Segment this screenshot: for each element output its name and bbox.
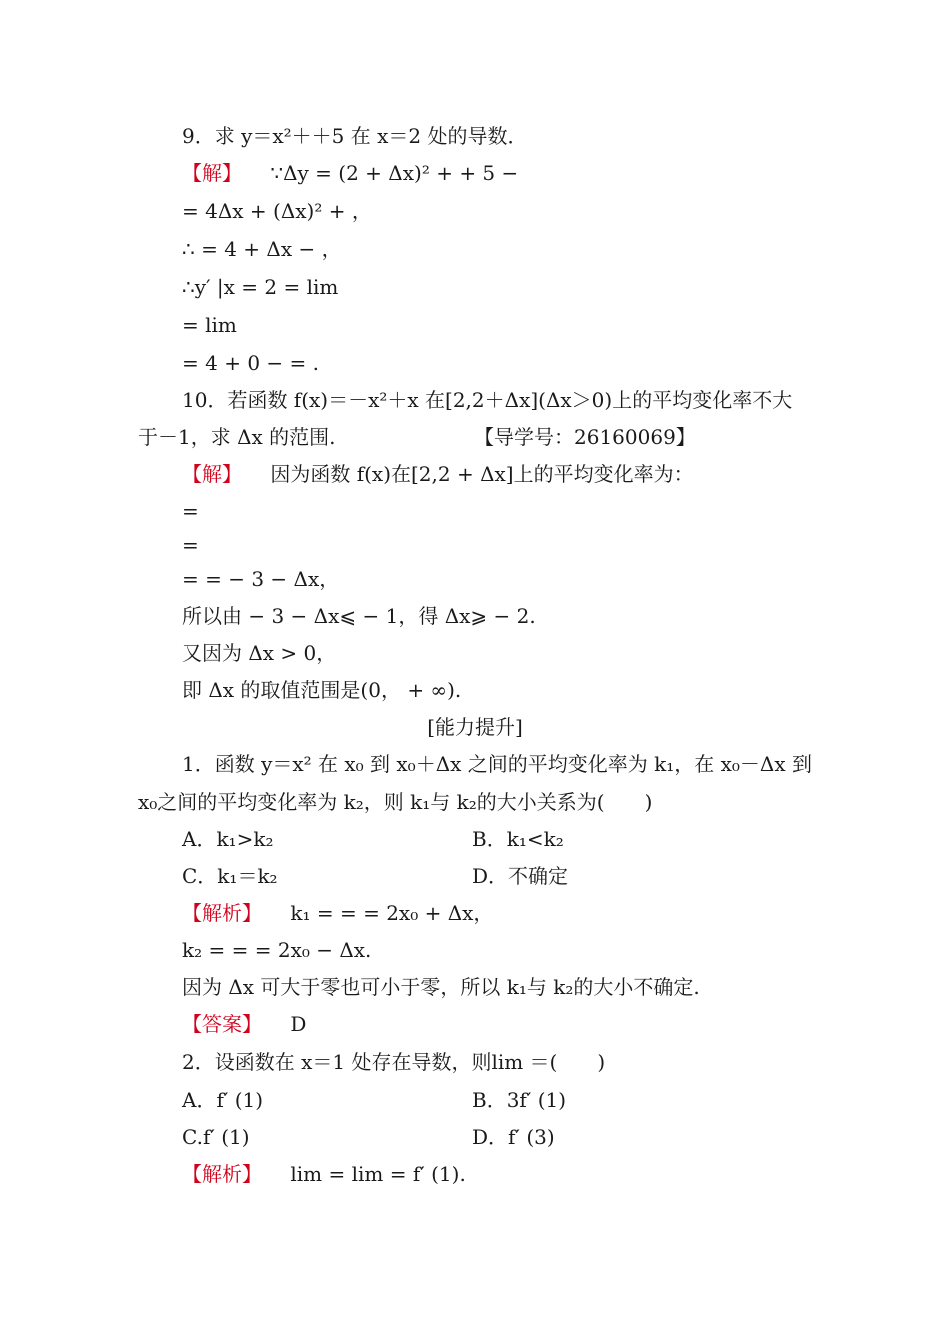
q9-solution-line-4: ∴y′ |x = 2 = lim <box>182 275 339 299</box>
q9-solution-line-6: = 4 + 0 − = . <box>182 351 319 375</box>
q10-guide-code: 【导学号：26160069】 <box>474 425 696 449</box>
q9-solution-line-1 <box>182 160 518 186</box>
p1-question-line-1: 1．函数 y＝x² 在 x₀ 到 x₀＋Δx 之间的平均变化率为 k₁，在 x₀－Δx 到 <box>182 752 813 776</box>
section-heading: [能力提升] <box>427 715 523 739</box>
q10-question-line-1: 10．若函数 f(x)＝－x²＋x 在[2,2＋Δx](Δx＞0)上的平均变化率不大 <box>182 388 793 412</box>
answer-tag: 【答案】 <box>182 1012 262 1036</box>
q10-question-line-2: 于－1，求 Δx 的范围. <box>138 425 336 449</box>
option-b: B．k₁<k₂ <box>472 827 564 851</box>
q9-solution-line-3: ∴ = 4 + Δx − ， <box>182 237 342 261</box>
p1-options-row-1 <box>182 826 862 852</box>
analysis-text: k₁ = = = 2x₀ + Δx， <box>290 901 494 925</box>
q9-solution-line-2: = 4Δx + (Δx)² + ， <box>182 199 372 223</box>
q10-solution-line-7: 即 Δx 的取值范围是(0， + ∞). <box>182 678 462 702</box>
analysis-tag: 【解析】 <box>182 1162 262 1186</box>
solution-tag: 【解】 <box>182 462 242 486</box>
q10-solution-line-3: = <box>182 533 199 557</box>
p1-options-row-2 <box>182 863 862 889</box>
p1-analysis-line-1 <box>182 900 493 926</box>
analysis-text: lim = lim = f′ (1). <box>290 1162 466 1186</box>
q10-solution-line-2: = <box>182 499 199 523</box>
p1-answer-line <box>182 1011 306 1037</box>
p1-analysis-line-3: 因为 Δx 可大于零也可小于零，所以 k₁与 k₂的大小不确定. <box>182 975 700 999</box>
analysis-tag: 【解析】 <box>182 901 262 925</box>
p2-analysis-line-1 <box>182 1161 466 1187</box>
q10-solution-line-5: 所以由 − 3 − Δx⩽ − 1，得 Δx⩾ − 2. <box>182 604 536 628</box>
q9-solution-line-5: = lim <box>182 313 237 337</box>
option-d: D．不确定 <box>472 864 569 888</box>
q10-solution-line-1 <box>182 461 694 487</box>
answer-text: D <box>290 1012 307 1036</box>
p2-options-row-1 <box>182 1087 862 1113</box>
p2-question: 2．设函数在 x＝1 处存在导数，则lim ＝( ) <box>182 1050 606 1074</box>
solution-text: ∵Δy = (2 + Δx)² + + 5 − <box>270 161 519 185</box>
solution-text: 因为函数 f(x)在[2,2 + Δx]上的平均变化率为： <box>270 462 694 486</box>
option-c: C.f′ (1) <box>182 1125 250 1149</box>
p1-analysis-line-2: k₂ = = = 2x₀ − Δx. <box>182 938 372 962</box>
option-a: A．k₁>k₂ <box>182 827 274 851</box>
q10-solution-line-4: = = − 3 − Δx， <box>182 567 340 591</box>
p2-options-row-2 <box>182 1124 862 1150</box>
option-b: B．3f′ (1) <box>472 1088 567 1112</box>
option-a: A．f′ (1) <box>182 1088 264 1112</box>
option-c: C．k₁＝k₂ <box>182 864 278 888</box>
option-d: D．f′ (3) <box>472 1125 555 1149</box>
q10-solution-line-6: 又因为 Δx > 0， <box>182 641 337 665</box>
p1-question-line-2: x₀之间的平均变化率为 k₂，则 k₁与 k₂的大小关系为( ) <box>138 790 653 814</box>
q9-question: 9．求 y＝x²＋＋5 在 x＝2 处的导数． <box>182 124 528 148</box>
solution-tag: 【解】 <box>182 161 242 185</box>
